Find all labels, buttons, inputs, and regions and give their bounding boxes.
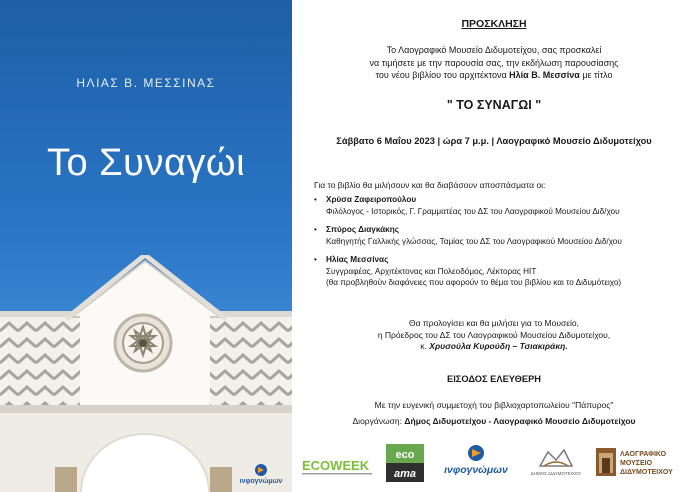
invitation-heading: ΠΡΟΣΚΛΗΣΗ bbox=[461, 18, 527, 30]
museum-logo bbox=[596, 444, 692, 480]
book-title: " ΤΟ ΣΥΝΑΓΩΙ " bbox=[446, 98, 542, 112]
sponsor-line: Με την ευγενική συμμετοχή του βιβλιοχαρτοπωλείου "Πάπυρος" bbox=[374, 400, 614, 410]
closing-line: η Πρόεδρος του ΔΣ του Λαογραφικού Μουσείου Διδυμοτείχου, bbox=[377, 329, 611, 340]
svg-text:ινφογνώμων: ινφογνώμων bbox=[444, 464, 508, 476]
municipality-logo bbox=[530, 444, 582, 478]
svg-text:ΜΟΥΣΕΙΟ: ΜΟΥΣΕΙΟ bbox=[620, 460, 653, 467]
invitation-intro bbox=[292, 44, 696, 82]
organizer-line: Διοργάνωση: Δήμος Διδυμοτείχου - Λαογραφικό Μουσείο Διδυμοτείχου bbox=[352, 416, 636, 426]
speaker-description: Συγγραφέας, Αρχιτέκτονας και Πολεοδόμος, Λέκτορας ΗΙΤ bbox=[326, 266, 537, 276]
svg-text:ΔΗΜΟΣ ΔΙΔΥΜΟΤΕΙΧΟΥ: ΔΗΜΟΣ ΔΙΔΥΜΟΤΕΙΧΟΥ bbox=[530, 471, 582, 476]
speaker-name: Σπύρος Διαγκάκης bbox=[326, 225, 399, 234]
bullet-icon: • bbox=[314, 195, 317, 204]
intro-line: να τιμήσετε με την παρουσία σας, την εκδήλωση παρουσίασης bbox=[369, 57, 619, 68]
publisher-logo bbox=[430, 444, 522, 478]
cover-title: Το Συναγώι bbox=[46, 142, 246, 184]
svg-text:eco: eco bbox=[395, 449, 415, 461]
bullet-icon: • bbox=[314, 255, 317, 264]
bullet-icon: • bbox=[314, 225, 317, 234]
speaker-item bbox=[314, 194, 694, 217]
svg-text:ama: ama bbox=[393, 468, 417, 480]
cover-author: ΗΛΙΑΣ Β. ΜΕΣΣΙΝΑΣ bbox=[76, 76, 216, 90]
speaker-item bbox=[314, 224, 694, 247]
intro-line: Το Λαογραφικό Μουσείο Διδυμοτείχου, σας προσκαλεί bbox=[386, 45, 602, 55]
speaker-description: Καθηγητής Γαλλικής γλώσσας, Ταμίας του ΔΣ του Λαογραφικού Μουσείου Διδ/χου bbox=[326, 236, 622, 246]
event-date-time-venue: Σάββατο 6 Μαΐου 2023 | ώρα 7 μ.μ. | Λαογραφικό Μουσείο Διδυμοτείχου bbox=[336, 136, 652, 146]
svg-text:ΛΑΟΓΡΑΦΙΚΟ: ΛΑΟΓΡΑΦΙΚΟ bbox=[620, 451, 667, 458]
author-name: Ηλία Β. Μεσσίνα bbox=[509, 70, 580, 80]
svg-text:ινφογνώμων: ινφογνώμων bbox=[239, 478, 283, 485]
book-cover bbox=[0, 0, 292, 492]
closing-line: κ. Χρυσούλα Κυρούδη – Τσιακιράκη. bbox=[420, 341, 568, 351]
eco-logo bbox=[386, 444, 424, 482]
invitation-panel bbox=[292, 0, 696, 492]
speaker-description: Φιλόλογος - Ιστορικός, Γ. Γραμματέας του ΔΣ του Λαογραφικού Μουσείου Διδ/χου bbox=[326, 206, 620, 216]
svg-text:ECOWEEK: ECOWEEK bbox=[302, 458, 370, 473]
president-name: Χρυσούλα Κυρούδη – Τσιακιράκη. bbox=[429, 341, 568, 351]
sponsor-logos bbox=[292, 440, 696, 492]
publisher-logo-cover bbox=[232, 462, 290, 486]
speaker-name: Χρύσα Ζαφειροπούλου bbox=[326, 195, 417, 204]
free-entry-notice: ΕΙΣΟΔΟΣ ΕΛΕΥΘΕΡΗ bbox=[447, 374, 541, 384]
closing-remarks bbox=[292, 318, 696, 353]
ecoweek-logo bbox=[300, 454, 376, 476]
synagogue-facade-illustration bbox=[0, 255, 292, 492]
speaker-item bbox=[314, 254, 694, 289]
closing-line: Θα προλογίσει και θα μιλήσει για το Μουσείο, bbox=[409, 318, 579, 328]
organizer-name: Δήμος Διδυμοτείχου - Λαογραφικό Μουσείο Διδυμοτείχου bbox=[404, 416, 636, 426]
svg-text:ΔΙΔΥΜΟΤΕΙΧΟΥ: ΔΙΔΥΜΟΤΕΙΧΟΥ bbox=[620, 469, 673, 476]
speaker-name: Ηλίας Μεσσίνας bbox=[326, 255, 389, 264]
speaker-note: (θα προβληθούν διαφάνειες που αφορούν το θέμα του βιβλίου και το Διδυμότειχο) bbox=[326, 278, 622, 287]
speakers-intro: Για το βιβλίο θα μιλήσουν και θα διαβάσουν αποσπάσματα οι: bbox=[314, 180, 546, 190]
intro-line: του νέου βιβλίου του αρχιτέκτονα Ηλία Β. Μεσσίνα με τίτλο bbox=[375, 70, 613, 80]
